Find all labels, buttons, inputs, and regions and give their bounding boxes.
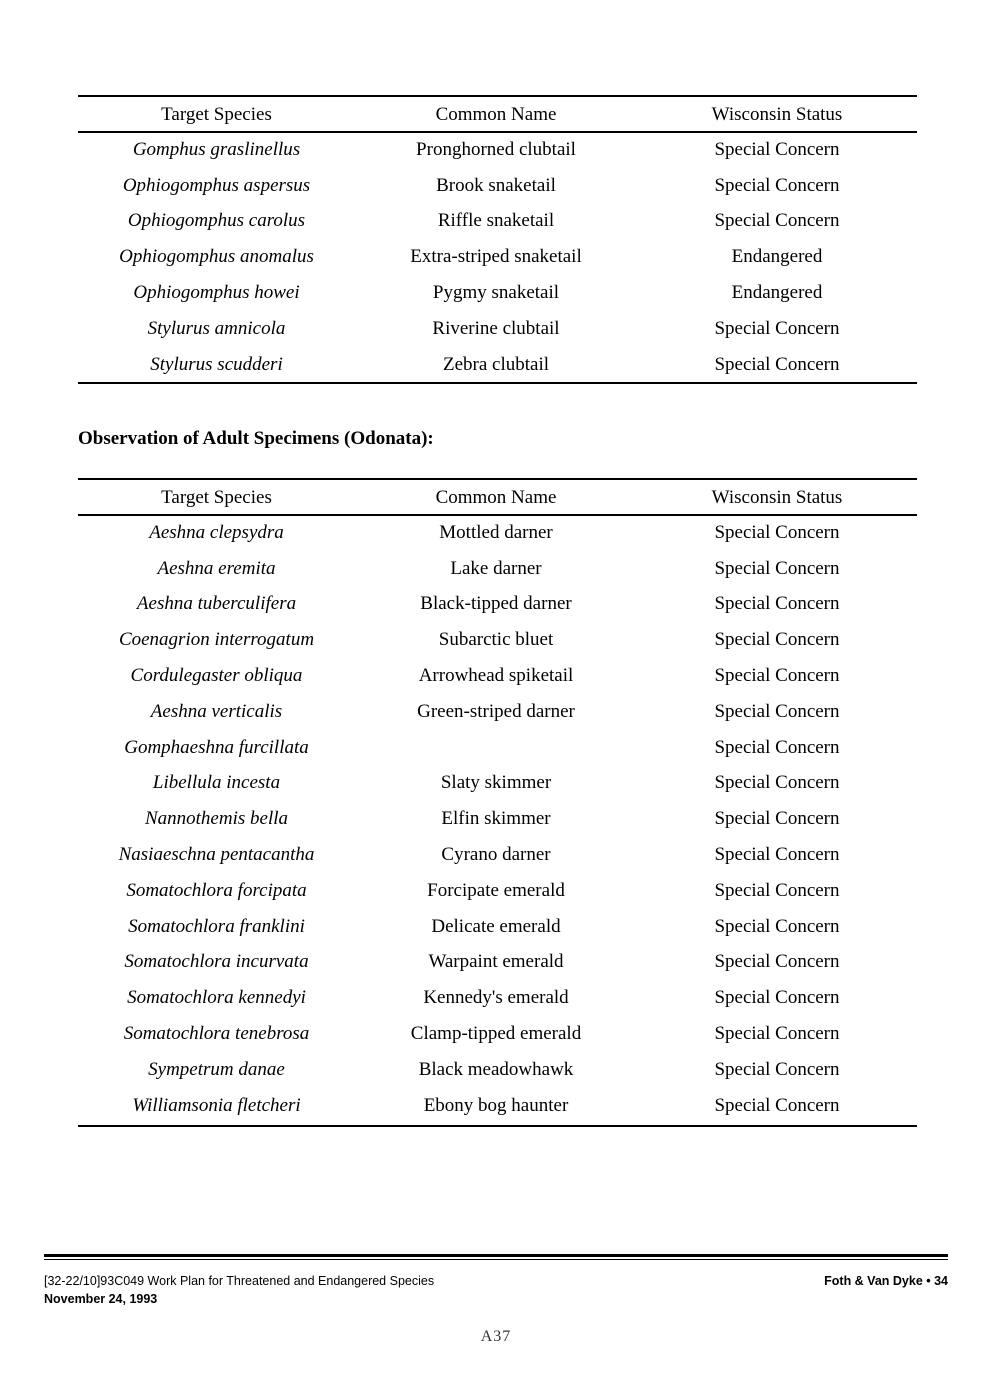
status-cell: Special Concern — [714, 808, 840, 830]
species-cell: Ophiogomphus carolus — [127, 210, 306, 232]
common-name-cell: Mottled darner — [439, 521, 553, 543]
common-name-cell: Lake darner — [450, 557, 542, 579]
species-cell: Stylurus amnicola — [147, 317, 286, 339]
common-name-cell: Riffle snaketail — [437, 210, 555, 232]
species-cell: Somatochlora tenebrosa — [123, 1023, 310, 1045]
table-row — [78, 1088, 917, 1124]
table-row — [78, 1016, 917, 1052]
status-cell: Special Concern — [714, 629, 840, 651]
table-row — [78, 622, 917, 658]
common-name-cell: Delicate emerald — [431, 915, 561, 937]
common-name-cell: Zebra clubtail — [442, 353, 550, 375]
table2-header-status: Wisconsin Status — [711, 487, 843, 508]
table-row — [78, 204, 917, 240]
table1-header-row — [78, 98, 917, 132]
table-row — [78, 311, 917, 347]
table2-bottom-rule — [78, 1125, 917, 1127]
table-row — [78, 980, 917, 1016]
common-name-cell: Pygmy snaketail — [432, 282, 560, 304]
table-row — [78, 551, 917, 587]
table-row — [78, 515, 917, 551]
species-cell: Nannothemis bella — [144, 808, 289, 830]
table-row — [78, 766, 917, 802]
table-row — [78, 909, 917, 945]
common-name-cell: Ebony bog haunter — [423, 1094, 569, 1116]
status-cell: Special Concern — [714, 593, 840, 615]
status-cell: Special Concern — [714, 1058, 840, 1080]
common-name-cell: Riverine clubtail — [432, 317, 560, 339]
footer-rule-thin — [44, 1259, 948, 1260]
common-name-cell: Pronghorned clubtail — [416, 138, 576, 160]
species-cell: Somatochlora kennedyi — [127, 987, 306, 1009]
status-cell: Special Concern — [714, 1023, 840, 1045]
species-cell: Aeshna verticalis — [150, 700, 283, 722]
status-cell: Special Concern — [714, 174, 840, 196]
table-row — [78, 801, 917, 837]
species-cell: Ophiogomphus anomalus — [119, 246, 314, 268]
species-cell: Nasiaeschna pentacantha — [118, 844, 315, 866]
status-cell: Special Concern — [714, 951, 840, 973]
table-row — [78, 873, 917, 909]
footer-doc-ref: [32-22/10]93C049 Work Plan for Threatened and Endangered Species — [44, 1274, 435, 1288]
status-cell: Special Concern — [714, 317, 840, 339]
common-name-cell: Black-tipped darner — [420, 593, 572, 615]
species-cell: Somatochlora forcipata — [126, 879, 307, 901]
status-cell: Special Concern — [714, 1094, 840, 1116]
table2 — [78, 481, 917, 1124]
status-cell: Special Concern — [714, 772, 840, 794]
common-name-cell: Black meadowhawk — [418, 1058, 574, 1080]
common-name-cell: Cyrano darner — [441, 844, 551, 866]
table2-body — [78, 515, 917, 1124]
status-cell: Special Concern — [714, 665, 840, 687]
table-row — [78, 694, 917, 730]
table-row — [78, 275, 917, 311]
species-cell: Cordulegaster obliqua — [130, 665, 303, 687]
common-name-cell: Extra-striped snaketail — [410, 246, 582, 268]
footer-left — [44, 1272, 434, 1308]
table-row — [78, 239, 917, 275]
common-name-cell: Brook snaketail — [436, 174, 556, 196]
footer-firm-page: Foth & Van Dyke • 34 — [824, 1274, 948, 1288]
table1 — [78, 98, 917, 383]
common-name-cell — [355, 730, 637, 766]
species-cell: Somatochlora incurvata — [124, 951, 309, 973]
common-name-cell: Forcipate emerald — [427, 879, 565, 901]
species-cell: Ophiogomphus howei — [133, 282, 300, 304]
table2-header-species: Target Species — [161, 487, 272, 508]
species-cell: Sympetrum danae — [148, 1058, 285, 1080]
species-cell: Williamsonia fletcheri — [132, 1094, 301, 1116]
table-row — [78, 945, 917, 981]
common-name-cell: Subarctic bluet — [438, 629, 554, 651]
status-cell: Special Concern — [714, 736, 840, 758]
common-name-cell: Clamp-tipped emerald — [410, 1023, 582, 1045]
species-cell: Libellula incesta — [152, 772, 281, 794]
species-cell: Somatochlora franklini — [128, 915, 305, 937]
status-cell: Special Concern — [714, 210, 840, 232]
table-row — [78, 347, 917, 383]
table-row — [78, 730, 917, 766]
status-cell: Special Concern — [714, 987, 840, 1009]
page-code: A37 — [480, 1328, 512, 1345]
table-row — [78, 837, 917, 873]
table1-header-status: Wisconsin Status — [711, 104, 843, 125]
status-cell: Special Concern — [714, 138, 840, 160]
status-cell: Special Concern — [714, 521, 840, 543]
table-row — [78, 168, 917, 204]
footer-rule-thick — [44, 1254, 948, 1257]
common-name-cell: Arrowhead spiketail — [418, 665, 574, 687]
species-cell: Gomphaeshna furcillata — [124, 736, 309, 758]
status-cell: Special Concern — [714, 879, 840, 901]
table1-header-species: Target Species — [161, 104, 272, 125]
table-row — [78, 658, 917, 694]
table2-top-rule — [78, 478, 917, 480]
species-cell: Coenagrion interrogatum — [118, 629, 315, 651]
table1-header-common-name: Common Name — [435, 104, 557, 125]
species-cell: Aeshna tuberculifera — [136, 593, 297, 615]
species-cell: Ophiogomphus aspersus — [122, 174, 311, 196]
status-cell: Special Concern — [714, 557, 840, 579]
common-name-cell: Warpaint emerald — [428, 951, 564, 973]
status-cell: Special Concern — [714, 700, 840, 722]
table-row — [78, 587, 917, 623]
status-cell: Endangered — [731, 246, 823, 268]
status-cell: Special Concern — [714, 915, 840, 937]
species-cell: Aeshna eremita — [157, 557, 276, 579]
status-cell: Special Concern — [714, 844, 840, 866]
common-name-cell: Elfin skimmer — [441, 808, 551, 830]
table1-top-rule — [78, 95, 917, 97]
common-name-cell: Kennedy's emerald — [423, 987, 569, 1009]
table2-header-row — [78, 481, 917, 515]
species-cell: Aeshna clepsydra — [149, 521, 284, 543]
table-row — [78, 1052, 917, 1088]
common-name-cell: Slaty skimmer — [440, 772, 552, 794]
section-heading: Observation of Adult Specimens (Odonata): — [78, 428, 434, 449]
table2-header-common-name: Common Name — [435, 487, 557, 508]
status-cell: Special Concern — [714, 353, 840, 375]
species-cell: Stylurus scudderi — [150, 353, 283, 375]
common-name-cell: Green-striped darner — [417, 700, 575, 722]
species-cell: Gomphus graslinellus — [132, 138, 301, 160]
table1-body — [78, 132, 917, 383]
footer-date: November 24, 1993 — [44, 1292, 158, 1306]
status-cell: Endangered — [731, 282, 823, 304]
table-row — [78, 132, 917, 168]
